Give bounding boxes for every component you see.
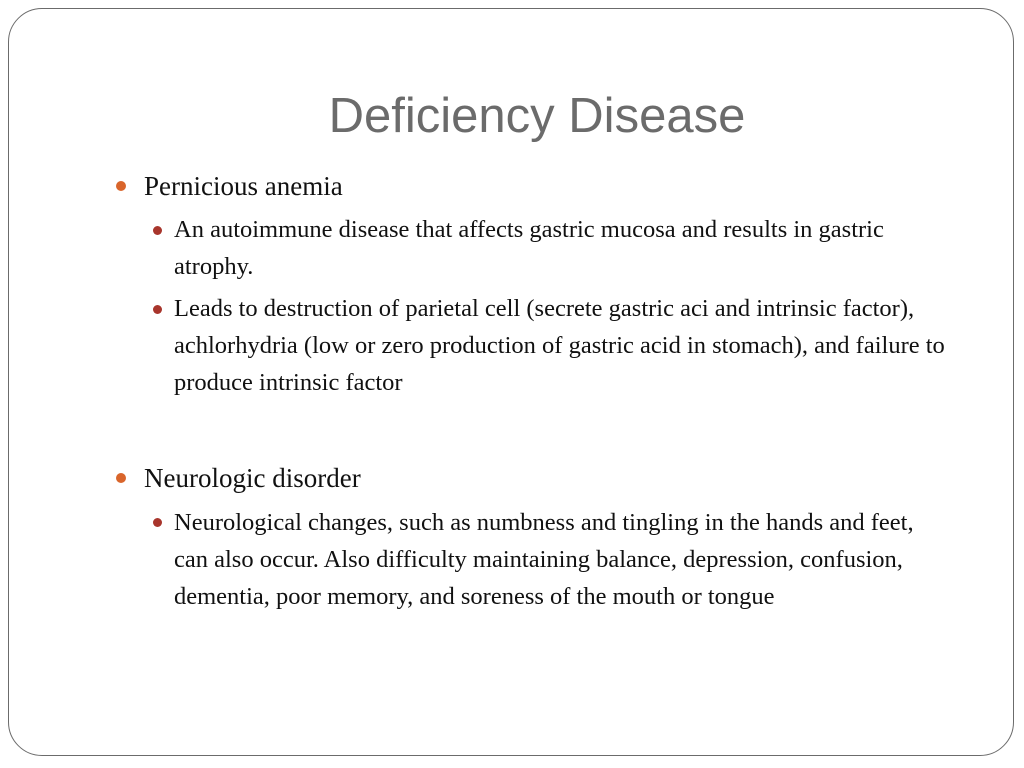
- section-heading-neurologic-disorder: Neurologic disorder: [144, 463, 361, 493]
- list-item: Leads to destruction of parietal cell (secrete gastric aci and intrinsic factor), achlorhydria (low or zero production of gastric acid in stomach), and failure to produce intrinsic factor: [174, 295, 945, 396]
- bullet-icon: [153, 226, 162, 235]
- section-heading-pernicious-anemia: Pernicious anemia: [144, 171, 343, 201]
- bullet-icon: [116, 473, 126, 483]
- list-item: An autoimmune disease that affects gastric mucosa and results in gastric atrophy.: [174, 216, 884, 280]
- slide-title: Deficiency Disease: [328, 89, 746, 143]
- bullet-icon: [116, 181, 126, 191]
- list-item: Neurological changes, such as numbness and tingling in the hands and feet, can also occur. Also difficulty maintaining balance, depression, confusion, dementia, poor memory, and soreness of the mouth or tongue: [174, 509, 914, 610]
- bullet-icon: [153, 518, 162, 527]
- bullet-icon: [153, 305, 162, 314]
